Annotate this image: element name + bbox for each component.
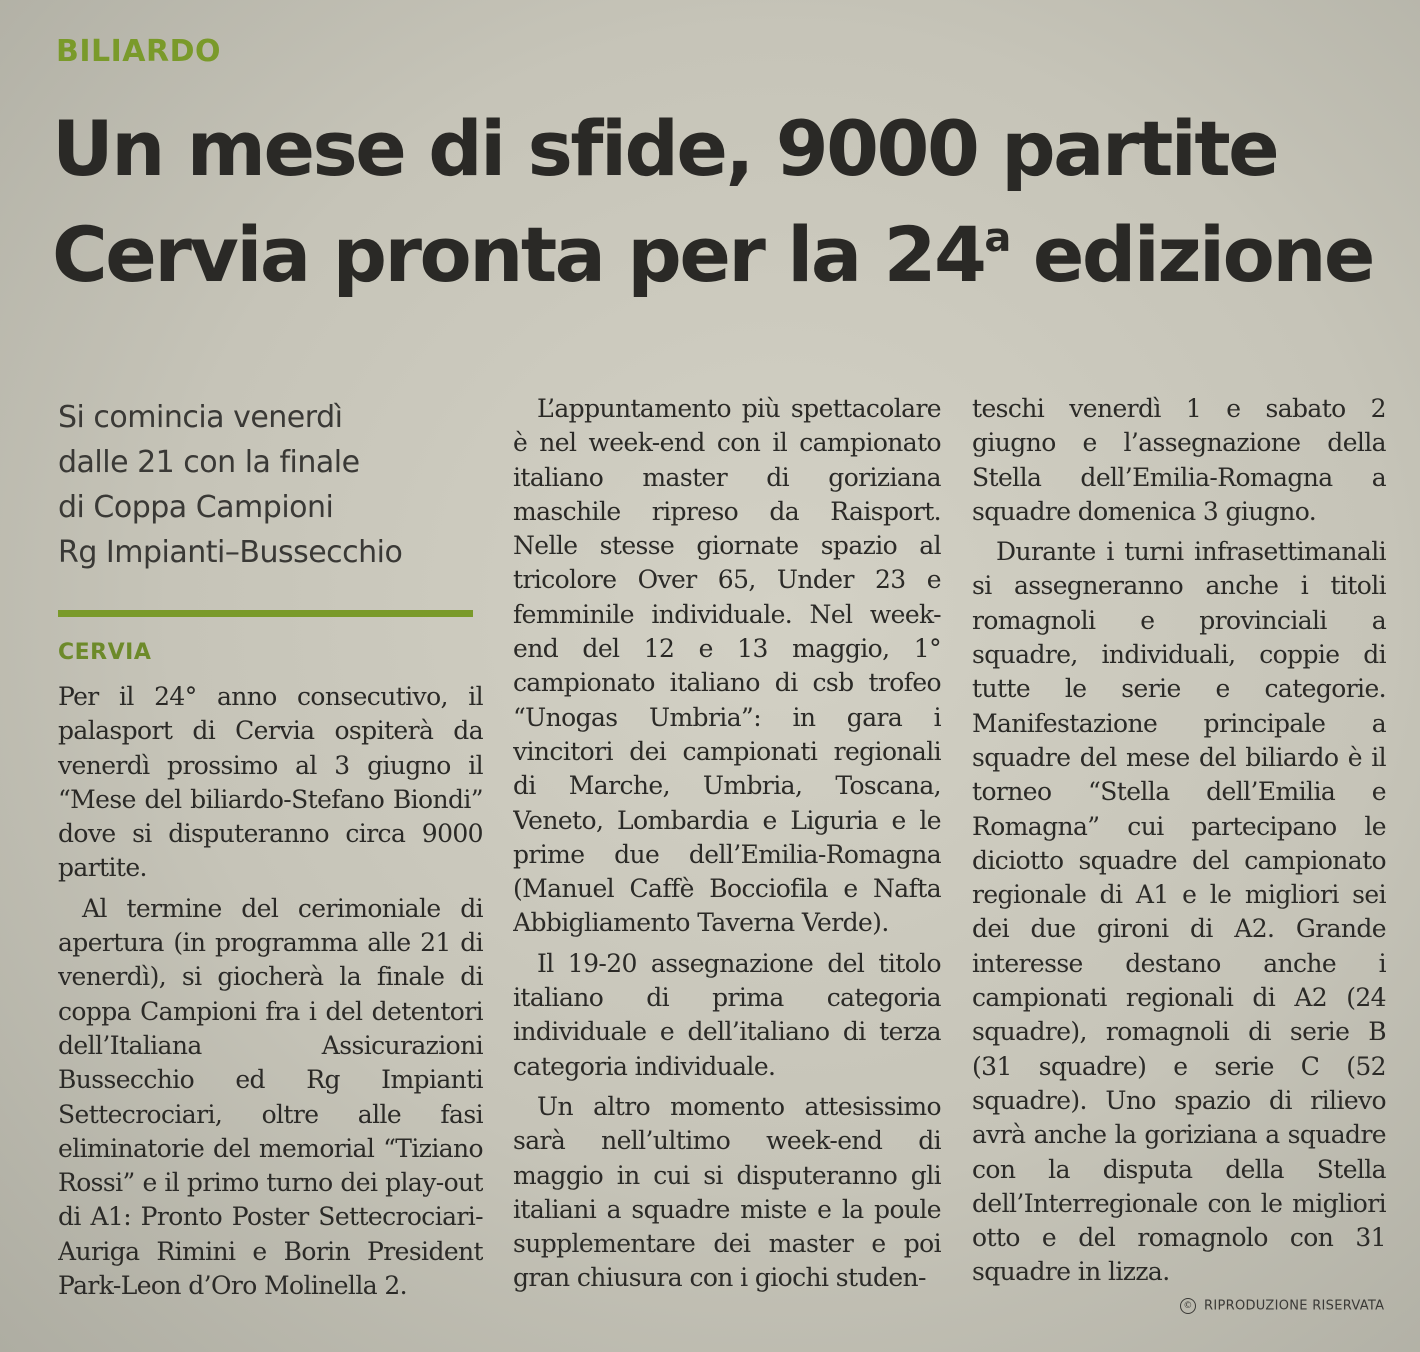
article-column-2 (513, 392, 941, 1296)
copyright-icon: © (1180, 1298, 1196, 1314)
article-column-1 (58, 680, 483, 1303)
headline-line-1: Un mese di sfide, 9000 partite (52, 104, 1278, 193)
subhead-line: Si comincia venerdì (58, 400, 343, 435)
copyright-text: RIPRODUZIONE RISERVATA (1204, 1298, 1385, 1314)
paragraph: teschi venerdì 1 e sabato 2 giugno e l’assegnazione della Stella dell’Emilia-Romagna a squadre domenica 3 giugno. (972, 394, 1386, 526)
paragraph: Al termine del cerimoniale di apertura (in programma alle 21 di venerdì), si giocherà la finale di coppa Campioni fra i del detentori dell’Italiana Assicurazioni Bussecchio ed Rg Impianti Settecrociari, oltre alle fasi eliminatorie del memorial “Tiziano Rossi” e il primo turno dei play-out di A1: Pronto Poster Settecrociari-Auriga Rimini e Borin President Park-Leon d’Oro Molinella 2. (58, 893, 483, 1301)
paragraph: Durante i turni infrasettimanali si assegneranno anche i titoli romagnoli e provinciali a squadre, individuali, coppie di tutte le serie e categorie. Manifestazione principale a squadre del mese del biliardo è il torneo “Stella dell’Emilia e Romagna” cui partecipano le diciotto squadre del campionato regionale di A1 e le migliori sei dei due gironi di A2. Grande interesse destano anche i campionati regionali di A2 (24 squadre), romagnoli di serie B (31 squadre) e serie C (52 squadre). Uno spazio di rilievo avrà anche la goriziana a squadre con la disputa della Stella dell’Interregionale con le migliori otto e del romagnolo con 31 squadre in lizza. (972, 537, 1386, 1287)
paragraph: Un altro momento attesissimo sarà nell’ultimo week-end di maggio in cui si disputeranno gli italiani a squadre miste e la poule supplementare dei master e poi gran chiusura con i giochi studen- (513, 1091, 941, 1293)
subhead (58, 395, 478, 575)
subhead-line: Rg Impianti–Bussecchio (58, 535, 403, 570)
paragraph: L’appuntamento più spettacolare è nel week-end con il campionato italiano master di goriziana maschile ripreso da Raisport. Nelle stesse giornate spazio al tricolore Over 65, Under 23 e femminile individuale. Nel week-end del 12 e 13 maggio, 1° campionato italiano di csb trofeo “Unogas Umbria”: in gara i vincitori dei campionati regionali di Marche, Umbria, Toscana, Veneto, Lombardia e Liguria e le prime due dell’Emilia-Romagna (Manuel Caffè Bocciofila e Nafta Abbigliamento Taverna Verde). (513, 394, 941, 938)
headline (52, 96, 1402, 308)
article-column-3 (972, 392, 1386, 1290)
headline-line-2 (52, 202, 1402, 308)
section-divider (58, 610, 473, 617)
paragraph: Il 19-20 assegnazione del titolo italiano di prima categoria individuale e dell’italiano di terza categoria individuale. (513, 948, 941, 1081)
section-tag: BILIARDO (56, 34, 222, 69)
headline-line-2-suffix: edizione (1008, 210, 1373, 299)
headline-ordinal: a (984, 215, 1009, 261)
paragraph: Per il 24° anno consecutivo, il palasport di Cervia ospiterà da venerdì prossimo al 3 giugno il “Mese del biliardo-Stefano Biondi” dove si disputeranno circa 9000 partite. (58, 682, 483, 883)
subhead-line: dalle 21 con la finale (58, 445, 360, 480)
subhead-line: di Coppa Campioni (58, 490, 334, 525)
dateline: CERVIA (58, 640, 152, 665)
copyright-notice (1180, 1298, 1384, 1314)
headline-line-2-prefix: Cervia pronta per la 24 (52, 210, 985, 299)
